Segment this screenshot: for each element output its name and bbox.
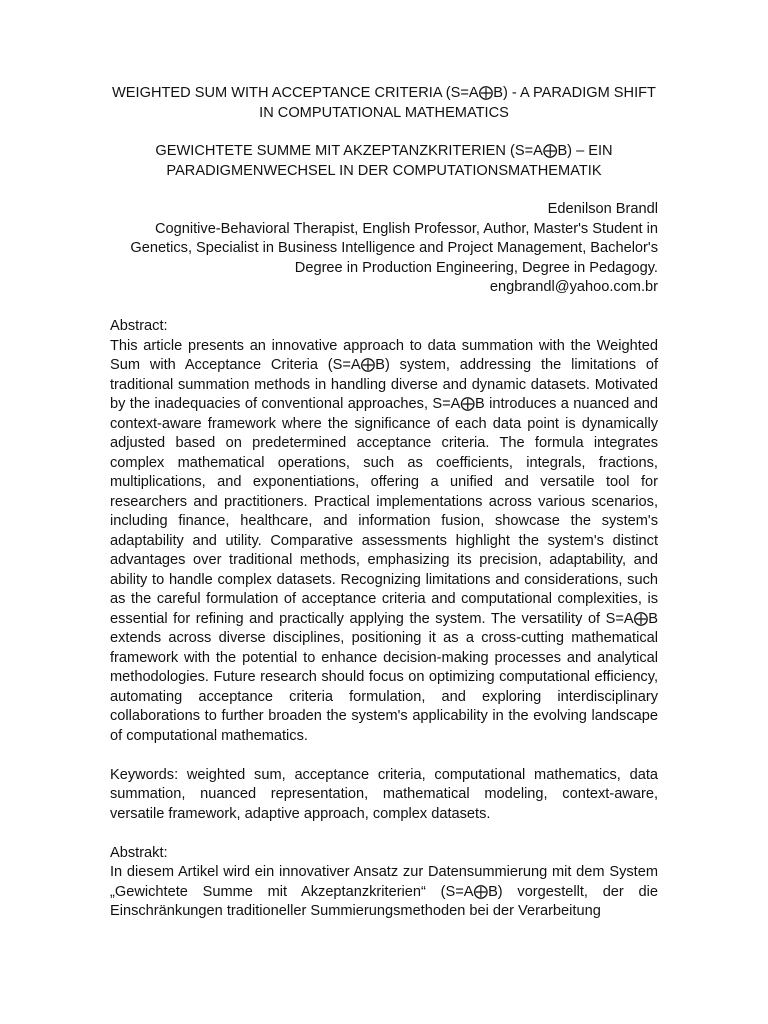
author-block	[110, 200, 658, 298]
abstrakt-text: In diesem Artikel wird ein innovativer Ansatz zur Datensummierung mit dem System „Gewichtete Summe mit Akzeptanzkriterien“ (S=A⨁B) vorgestellt, der die Einschränkungen traditioneller Summierungsmethoden bei der Verarbeitung	[110, 864, 658, 919]
author-affiliation: Cognitive-Behavioral Therapist, English Professor, Author, Master's Student in Genetics, Specialist in Business Intelligence and Project Management, Bachelor's Degree in Production Engineering, Degree in Pedagogy.	[130, 220, 658, 276]
title-english: WEIGHTED SUM WITH ACCEPTANCE CRITERIA (S=A⨁B) - A PARADIGM SHIFT IN COMPUTATIONAL MATHEMATICS	[112, 85, 656, 121]
abstract-label: Abstract:	[110, 318, 168, 334]
abstract-text: This article presents an innovative approach to data summation with the Weighted Sum with Acceptance Criteria (S=A⨁B) system, addressing the limitations of traditional summation methods in handling diverse and dynamic datasets. Motivated by the inadequacies of conventional approaches, S=A⨁B introduces a nuanced and context-aware framework where the significance of each data point is dynamically adjusted based on predetermined acceptance criteria. The formula integrates complex mathematical operations, such as coefficients, integrals, fractions, multiplications, and exponentiations, offering a unified and versatile tool for researchers and practitioners. Practical implementations across various scenarios, including finance, healthcare, and information fusion, showcase the system's adaptability and utility. Comparative assessments highlight the system's distinct advantages over traditional methods, emphasizing its precision, adaptability, and ability to handle complex datasets. Recognizing limitations and considerations, such as the careful formulation of acceptance criteria and computational complexities, is essential for refining and practically applying the system. The versatility of S=A⨁B extends across diverse disciplines, positioning it as a cross-cutting mathematical framework with the potential to enhance decision-making processes and analytical methodologies. Future research should focus on optimizing computational efficiency, automating acceptance criteria formulation, and exploring interdisciplinary collaborations to further broaden the system's applicability in the evolving landscape of computational mathematics.	[110, 337, 658, 744]
author-name: Edenilson Brandl	[547, 201, 658, 217]
author-email: engbrandl@yahoo.com.br	[489, 279, 658, 295]
title-german: GEWICHTETE SUMME MIT AKZEPTANZKRITERIEN (S=A⨁B) – EIN PARADIGMENWECHSEL IN DER COMPUTATIONSMATHEMATIK	[155, 143, 613, 179]
abstrakt-label: Abstrakt:	[110, 844, 168, 861]
paper-page	[110, 84, 658, 922]
keywords: Keywords: weighted sum, acceptance criteria, computational mathematics, data summation, nuanced representation, mathematical modeling, context-aware, versatile framework, adaptive approach, complex datasets.	[110, 766, 658, 822]
